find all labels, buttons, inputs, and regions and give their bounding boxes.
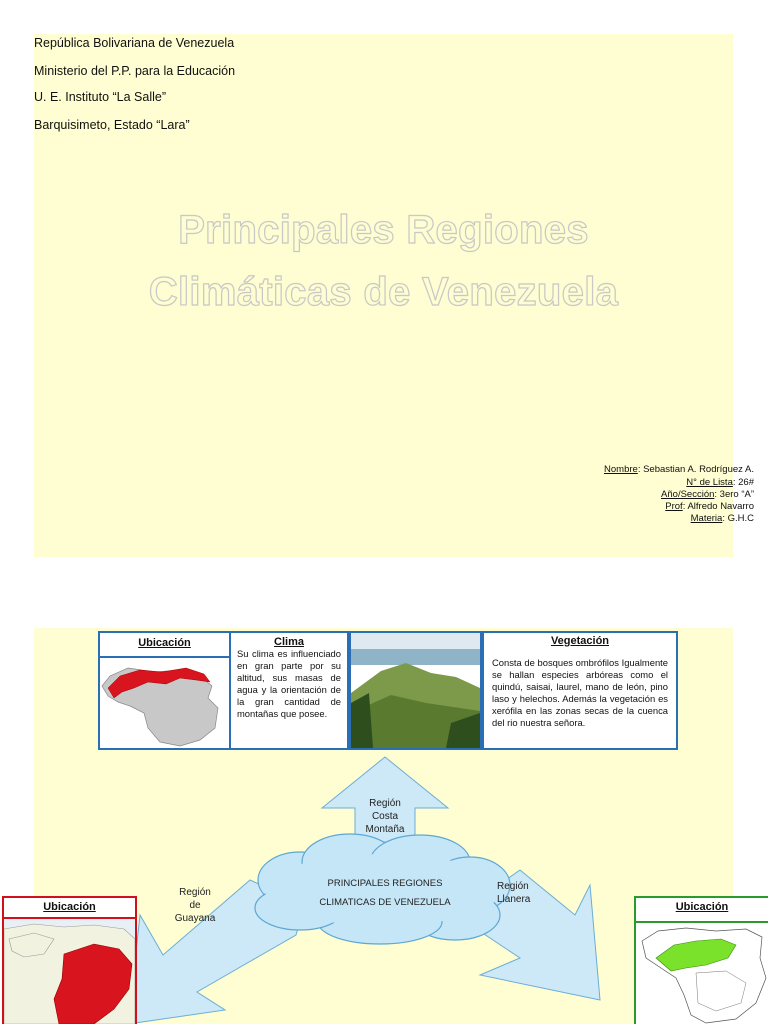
center-label [300, 874, 470, 912]
title-line-1: Principales Regiones [178, 208, 589, 252]
label-line: Región [179, 887, 211, 898]
label-line: Región [369, 798, 401, 809]
label-line: Región [497, 881, 529, 892]
arrow-left-label [165, 886, 225, 925]
center-label-line: PRINCIPALES REGIONES [327, 878, 443, 889]
header-line-2: Ministerio del P.P. para la Educación [34, 64, 236, 78]
clima-heading: Clima [274, 636, 304, 648]
header-line-1: República Bolivariana de Venezuela [34, 36, 235, 50]
landscape-photo [349, 631, 482, 750]
info-value: : 3ero “A” [714, 489, 754, 500]
arrow-right-label [497, 880, 557, 906]
ubicacion-llanera-heading: Ubicación [675, 901, 729, 913]
label-line: Llanera [497, 894, 531, 905]
venezuela-map-llanera [636, 923, 768, 1024]
info-value: : Sebastian A. Rodríguez A. [637, 464, 754, 475]
ubicacion-heading: Ubicación [138, 637, 191, 649]
vegetacion-heading: Vegetación [550, 635, 610, 647]
clima-box [229, 631, 349, 750]
center-label-line: CLIMATICAS DE VENEZUELA [319, 897, 451, 908]
venezuela-map-costa-montana [100, 658, 229, 748]
label-line: Guayana [174, 913, 216, 924]
info-label: Prof [665, 501, 683, 512]
ubicacion-guayana-header-box [2, 896, 137, 919]
info-value: : Alfredo Navarro [682, 501, 754, 512]
label-line: Costa [371, 811, 399, 822]
ubicacion-llanera-header-box [634, 896, 768, 923]
ubicacion-llanera-map-box [634, 921, 768, 1024]
vegetacion-text: Consta de bosques ombrófilos Igualmente se hallan especies arbóreas como el quindú, saisai, laurel, mano de león, pino laso y helechos. Además la vegetación es xerófila en las zonas secas de la cuenca del rio nuestra señora. [492, 657, 668, 728]
arrow-up-label [345, 797, 425, 836]
ubicacion-map-box [98, 656, 231, 750]
header-line-3: U. E. Instituto “La Salle” [34, 90, 167, 104]
label-line: Montaña [365, 824, 405, 835]
mountain-landscape-image [351, 633, 480, 748]
info-label: Materia [690, 513, 723, 524]
info-label: Nombre [604, 464, 638, 475]
venezuela-map-guayana [4, 919, 135, 1024]
title-line-2: Climáticas de Venezuela [148, 270, 619, 314]
info-label: N° de Lista [686, 477, 733, 488]
ubicacion-guayana-heading: Ubicación [43, 901, 96, 913]
label-line: de [189, 900, 201, 911]
info-value: : G.H.C [722, 513, 754, 524]
info-value: : 26# [732, 477, 754, 488]
header-line-4: Barquisimeto, Estado “Lara” [34, 118, 190, 132]
clima-text: Su clima es influenciado en gran parte por su altitud, sus masas de agua y la orientación de la gran cantidad de montañas que posee. [237, 648, 341, 719]
vegetacion-box [482, 631, 678, 750]
ubicacion-guayana-map-box [2, 917, 137, 1024]
info-label: Año/Sección [661, 489, 715, 500]
ubicacion-header-box [98, 631, 231, 658]
